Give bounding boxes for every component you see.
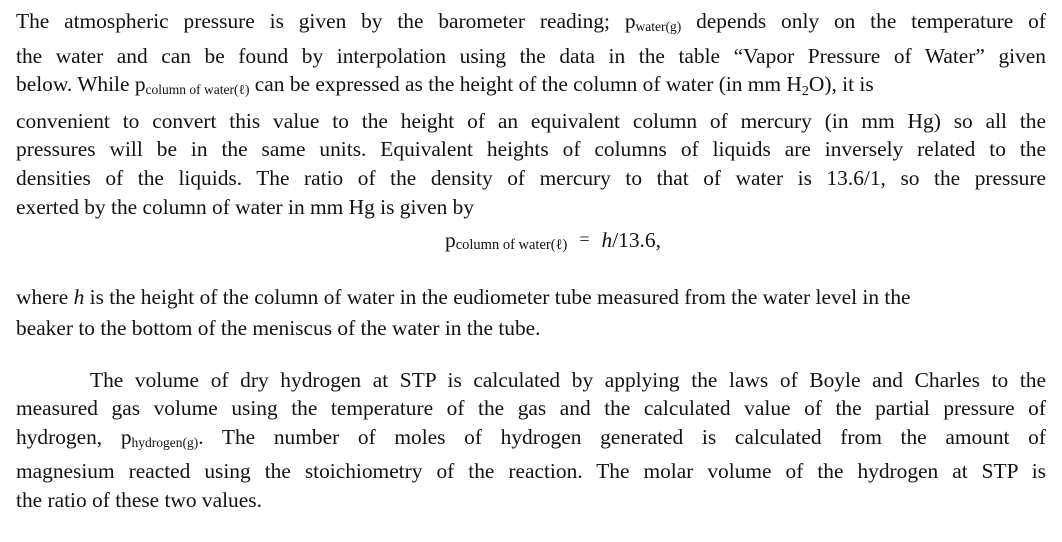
paragraph-pressure-explanation	[16, 7, 1046, 221]
text-line	[16, 7, 1046, 42]
subscript-2: 2	[801, 84, 809, 100]
text-line: beaker to the bottom of the meniscus of the water in the tube.	[16, 316, 541, 340]
paragraph-molar-volume	[16, 366, 1046, 514]
text-run: below. While	[16, 72, 135, 97]
pressure-symbol: p	[120, 424, 132, 449]
subscript-hydrogen-g: hydrogen(g)	[131, 434, 199, 450]
text-run: is the height of the column of water in the eudiometer tube measured from the water level in the	[84, 285, 911, 309]
text-line: magnesium reacted using the stoichiometry of the reaction. The molar volume of the hydrogen at STP is	[16, 459, 1046, 484]
text-run: can be expressed as the height of the column of water (in mm H	[249, 72, 802, 97]
text-run: The atmospheric pressure is given by the barometer reading;	[16, 9, 625, 33]
equation-column-pressure	[445, 228, 661, 254]
equation-rhs: /13.6,	[612, 228, 661, 252]
height-symbol: h	[601, 228, 613, 252]
paragraph-height-definition	[16, 282, 1046, 344]
equals-sign: =	[579, 229, 590, 249]
text-line: the water and can be found by interpolation using the data in the table “Vapor Pressure of Water” given	[16, 43, 1046, 68]
text-line: measured gas volume using the temperature of the gas and the calculated value of the partial pressure of	[16, 396, 1046, 421]
text-line: the ratio of these two values.	[16, 487, 262, 512]
subscript-column-of-water: column of water(ℓ)	[455, 237, 568, 253]
text-line	[16, 282, 1046, 313]
text-line: pressures will be in the same units. Equivalent heights of columns of liquids are inversely related to the	[16, 137, 1046, 162]
text-line	[16, 423, 1046, 457]
text-line: exerted by the column of water in mm Hg is given by	[16, 194, 475, 219]
text-line: densities of the liquids. The ratio of the density of mercury to that of water is 13.6/1, so the pressure	[16, 165, 1046, 190]
text-run: where	[16, 285, 74, 309]
pressure-symbol: p	[624, 9, 636, 33]
text-line: The volume of dry hydrogen at STP is calculated by applying the laws of Boyle and Charles to the	[90, 368, 1046, 392]
text-run: depends only on the temperature of	[681, 9, 1046, 33]
subscript-column-of-water: column of water(ℓ)	[145, 82, 250, 98]
pressure-symbol: p	[445, 228, 456, 252]
height-symbol: h	[73, 285, 85, 309]
subscript-water-g: water(g)	[635, 19, 682, 34]
text-run: O), it is	[808, 72, 874, 97]
text-run: . The number of moles of hydrogen generated is calculated from the amount of	[198, 424, 1046, 449]
text-run: hydrogen,	[16, 424, 121, 449]
pressure-symbol: p	[134, 72, 146, 97]
text-line: convenient to convert this value to the height of an equivalent column of mercury (in mm Hg) so all the	[16, 108, 1046, 133]
text-line	[16, 70, 1046, 107]
